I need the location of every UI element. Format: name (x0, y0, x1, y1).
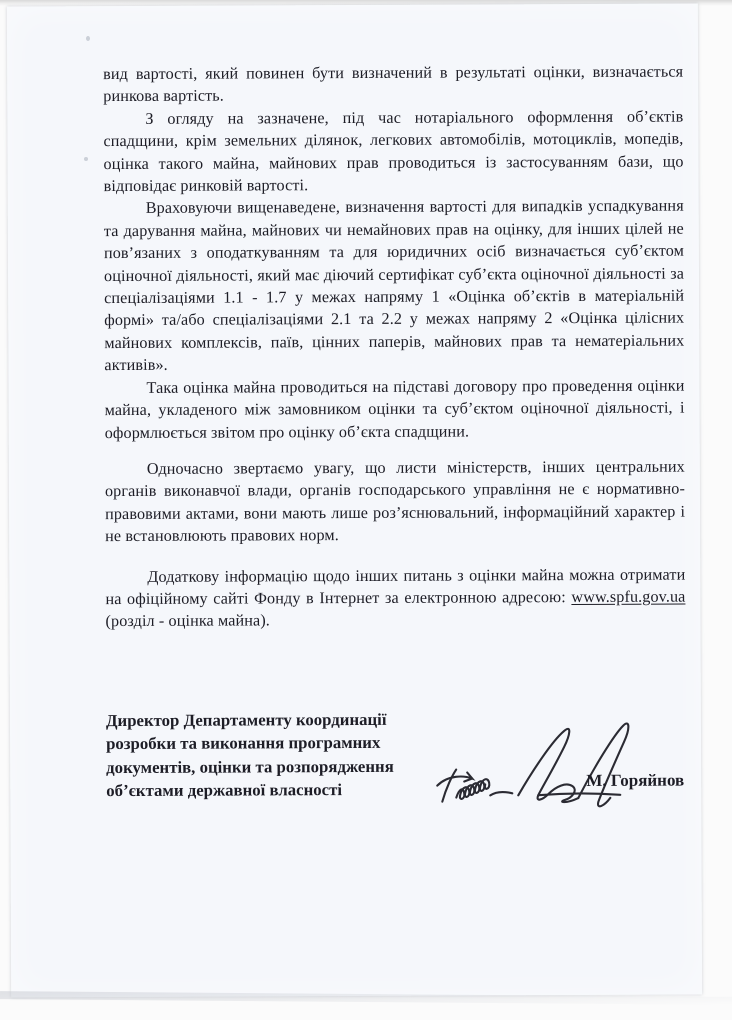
paragraph-notarial: З огляду на зазначене, під час нотаріального оформлення об’єктів спадщини, крім земельних ділянок, легкових автомобілів, мотоциклів, мопедів, оцінка такого майна, майнових прав проводиться із застосуванням бази, що відповідає ринковій вартості. (103, 107, 684, 196)
info-suffix: (розділ - оцінка майна). (105, 611, 270, 631)
signatory-title-line: документів, оцінки та розпорядження (106, 756, 394, 777)
paragraph-continuation: вид вартості, який повинен бути визначений в результаті оцінки, визначається ринкова вартість. (103, 62, 684, 106)
spfu-url-text: www.spfu.gov.ua (571, 587, 686, 606)
signature-area (448, 706, 686, 817)
scan-speck (84, 157, 88, 161)
paragraph-contract: Така оцінка майна проводиться на підставі договору про проведення оцінки майна, укладеного між замовником оцінки та суб’єктом оціночної діяльності, і оформлюється звітом про оцінку об’єкта спадщини. (104, 376, 685, 442)
signatory-title-line: Директор Департаменту координації (105, 709, 387, 730)
signatory-title-line: розробки та виконання програмних (106, 733, 381, 754)
signatory-title (106, 707, 448, 802)
paragraph-ministry-letters: Одночасно звертаємо увагу, що листи міністерств, інших центральних органів виконавчої влади, органів господарського управління не є нормативно-правовими актами, вони мають лише роз’яснювальний, інформаційний характер і не встановлюють правових норм. (104, 457, 686, 546)
paragraph-certification: Враховуючи вищенаведене, визначення вартості для випадків успадкування та дарування майна, майнових чи немайнових прав на оцінку, для інших цілей не пов’язаних з оподаткуванням та для юридичних осіб визначається суб’єктом оціночної діяльності, який має діючий сертифікат суб’єкта оціночної діяльності за спеціалізаціями 1.1 - 1.7 у межах напряму 1 «Оцінка об’єктів в матеріальній формі» та/або спеціалізаціями 2.1 та 2.2 у межах напряму 2 «Оцінка цілісних майнових комплексів, паїв, цінних паперів, майнових прав та нематеріальних активів». (103, 196, 685, 375)
scanned-letter-page (7, 3, 702, 997)
signature-block (106, 706, 686, 819)
handwritten-signature-icon (434, 708, 684, 817)
paragraph-additional-info (105, 563, 685, 633)
signatory-title-line: об’єктами державної власності (106, 780, 343, 801)
info-prefix: Додаткову інформацію щодо інших питань з оцінки майна можна отримати на офіційному сайті Фонду в Інтернет за електронною адресою: (105, 565, 686, 609)
signatory-name: М. Горяйнов (586, 770, 685, 790)
scan-speck (86, 36, 90, 41)
